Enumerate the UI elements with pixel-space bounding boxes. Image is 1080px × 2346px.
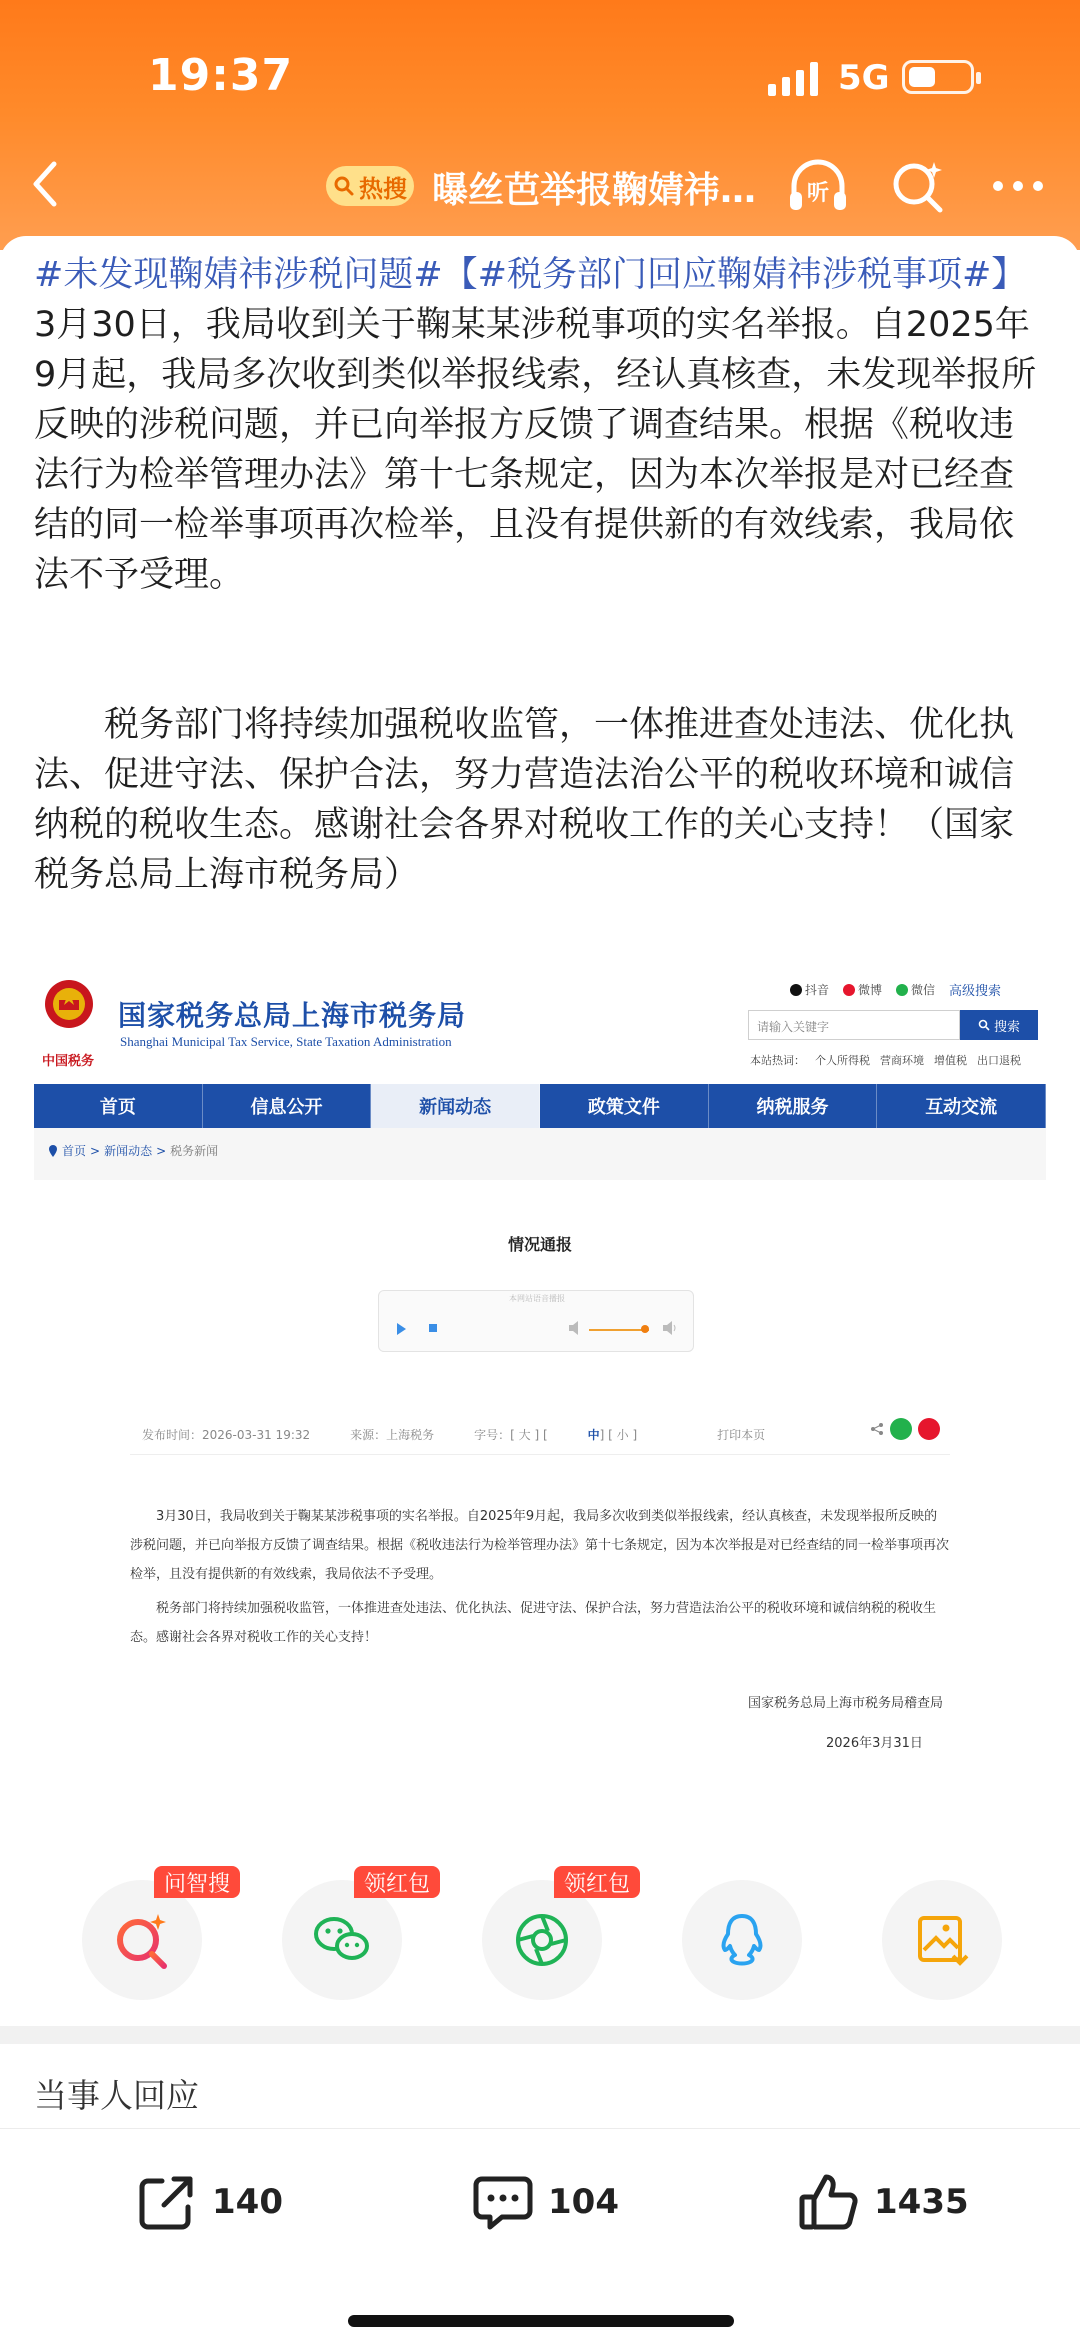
article-date: 2026年3月31日 [826, 1736, 923, 1751]
advanced-search-link[interactable]: 高级搜索 [949, 984, 1002, 999]
hot-words-label: 本站热词： [750, 1054, 805, 1067]
hot-badge-label: 热搜 [359, 174, 407, 203]
meta-divider [130, 1454, 950, 1455]
top-nav [0, 150, 1080, 220]
search-icon [978, 1019, 990, 1031]
hot-search-badge[interactable] [326, 166, 414, 206]
social-links [790, 980, 1001, 999]
breadcrumb-news[interactable]: 新闻动态 [104, 1144, 153, 1158]
comment-icon [472, 2171, 534, 2233]
site-header [34, 966, 1046, 1084]
site-subtitle: Shanghai Municipal Tax Service, State Taxation Administration [120, 1034, 452, 1049]
douyin-label: 抖音 [805, 983, 830, 997]
repost-count: 140 [212, 2182, 283, 2222]
more-options-icon[interactable] [990, 176, 1046, 196]
menu-item-news[interactable]: 新闻动态 [371, 1084, 540, 1128]
post-paragraph-2: 税务部门将持续加强税收监管，一体推进查处违法、优化执法、促进守法、保护合法，努力营造法治公平的税收环境和诚信纳税的税收生态。感谢社会各界对税收工作的关心支持！（国家税务总局上海市税务局） [34, 705, 1015, 895]
wechat-icon [312, 1910, 372, 1970]
moments-share-button[interactable] [482, 1880, 602, 2000]
repost-icon [136, 2171, 198, 2233]
signal-icon [768, 62, 820, 96]
font-size-end: ] [ 小 ] [599, 1428, 638, 1442]
article-panel [34, 1180, 1046, 1816]
battery-icon [902, 60, 974, 94]
article-paragraph-2: 税务部门将持续加强税收监管，一体推进查处违法、优化执法、促进守法、保护合法，努力营造法治公平的税收环境和诚信纳税的税收生态。感谢社会各界对税收工作的关心支持！ [130, 1601, 937, 1645]
weibo-label: 微博 [858, 983, 883, 997]
volume-max-icon[interactable] [663, 1321, 677, 1335]
like-button[interactable] [798, 2167, 969, 2237]
site-search-button[interactable] [960, 1010, 1038, 1040]
article-share [870, 1418, 940, 1440]
volume-knob[interactable] [641, 1325, 649, 1333]
wechat-share-icon[interactable] [890, 1418, 912, 1440]
section-title[interactable]: 当事人回应 [34, 2076, 199, 2115]
topic-title[interactable]: 曝丝芭举报鞠婧祎… [432, 170, 757, 211]
site-search-label: 搜索 [993, 1019, 1020, 1035]
menu-item-info[interactable]: 信息公开 [203, 1084, 372, 1128]
font-size-label: 字号：[ 大 ] [ [474, 1428, 548, 1442]
volume-slider[interactable] [589, 1329, 649, 1331]
like-count: 1435 [874, 2182, 969, 2222]
comment-count: 104 [548, 2182, 619, 2222]
post-body [34, 250, 1044, 600]
menu-item-policy[interactable]: 政策文件 [540, 1084, 709, 1128]
play-icon[interactable] [397, 1323, 406, 1335]
repost-button[interactable] [136, 2167, 283, 2237]
wechat-share-button[interactable] [282, 1880, 402, 2000]
hot-words [750, 1052, 1021, 1068]
breadcrumb-home[interactable]: 首页 [62, 1144, 87, 1158]
status-bar [0, 0, 1080, 150]
site-search-input[interactable]: 请输入关键字 [748, 1010, 960, 1040]
location-pin-icon [48, 1145, 58, 1157]
site-menu [34, 1084, 1046, 1128]
comment-button[interactable] [472, 2167, 619, 2237]
article-paragraph-1: 3月30日，我局收到关于鞠某某涉税事项的实名举报。自2025年9月起，我局多次收到类似举报线索，经认真核查，未发现举报所反映的涉税问题，并已向举报方反馈了调查结果。根据《税收违法行为检举管理办法》第十七条规定，因为本次举报是对已经查结的同一检举事项再次检举，且没有提供新的有效线索，我局依法不予受理。 [130, 1509, 950, 1582]
search-sparkle-icon [112, 1910, 172, 1970]
publish-time: 发布时间：2026-03-31 19:32 [142, 1428, 311, 1442]
hot-word-link[interactable]: 营商环境 [880, 1054, 924, 1067]
article-source: 来源：上海税务 [350, 1428, 435, 1442]
wechat-icon [896, 984, 908, 996]
douyin-link[interactable] [790, 981, 829, 998]
share-icon[interactable] [870, 1422, 884, 1436]
ask-search-button[interactable] [82, 1880, 202, 2000]
site-slogan: 中国税务 [42, 1054, 95, 1069]
thumbs-up-icon [798, 2171, 860, 2233]
qq-share-button[interactable] [682, 1880, 802, 2000]
weibo-share-icon[interactable] [918, 1418, 940, 1440]
save-image-icon [912, 1910, 972, 1970]
bottom-bar [0, 2128, 1080, 2346]
douyin-icon [790, 984, 802, 996]
post-paragraph-1: 3月30日，我局收到关于鞠某某涉税事项的实名举报。自2025年9月起，我局多次收到类似举报线索，经认真核查，未发现举报所反映的涉税问题，并已向举报方反馈了调查结果。根据《税收违法行为检举管理办法》第十七条规定，因为本次举报是对已经查结的同一检举事项再次检举，且没有提供新的有效线索，我局依法不予受理。 [34, 305, 1037, 595]
weibo-icon [843, 984, 855, 996]
print-link[interactable]: 打印本页 [717, 1428, 766, 1442]
font-size-mid[interactable]: 中 [587, 1428, 600, 1442]
breadcrumb: 首页 > 新闻动态 > 税务新闻 [48, 1142, 218, 1159]
section-divider [0, 2026, 1080, 2044]
menu-item-home[interactable]: 首页 [34, 1084, 203, 1128]
breadcrumb-current: 税务新闻 [170, 1144, 219, 1158]
weibo-link[interactable] [843, 981, 882, 998]
hashtag-link-2[interactable]: 【#税务部门回应鞠婧祎涉税事项#】 [442, 255, 1027, 295]
wechat-link[interactable] [896, 981, 935, 998]
national-emblem-icon [42, 976, 96, 1032]
ask-ribbon: 问智搜 [154, 1866, 240, 1898]
hot-word-link[interactable]: 增值税 [934, 1054, 967, 1067]
qq-icon [712, 1910, 772, 1970]
home-indicator [348, 2315, 734, 2327]
post-image[interactable] [34, 966, 1046, 1816]
back-arrow-icon[interactable] [26, 156, 66, 212]
listen-label: 听 [806, 181, 830, 206]
article-title: 情况通报 [507, 1235, 572, 1254]
listen-headphones-icon[interactable] [786, 156, 850, 216]
search-icon [333, 175, 355, 197]
article-signature: 国家税务总局上海市税务局稽查局 [748, 1696, 944, 1711]
font-size-control[interactable] [474, 1426, 677, 1443]
menu-item-service[interactable]: 纳税服务 [709, 1084, 878, 1128]
volume-icon[interactable] [569, 1321, 581, 1335]
hot-word-link[interactable]: 出口退税 [977, 1054, 1021, 1067]
menu-item-interact[interactable]: 互动交流 [877, 1084, 1046, 1128]
site-title: 国家税务总局上海市税务局 [118, 999, 467, 1032]
search-sparkle-icon[interactable] [890, 158, 946, 214]
audio-player[interactable] [378, 1290, 694, 1352]
hot-word-link[interactable]: 个人所得税 [815, 1054, 870, 1067]
hashtag-link[interactable]: #未发现鞠婧祎涉税问题# [34, 255, 443, 295]
moments-icon [512, 1910, 572, 1970]
share-actions [0, 1866, 1080, 2006]
stop-icon[interactable] [429, 1324, 437, 1332]
red-packet-ribbon-2: 领红包 [554, 1866, 640, 1898]
player-caption: 本网站语音播报 [509, 1294, 565, 1303]
red-packet-ribbon: 领红包 [354, 1866, 440, 1898]
save-image-button[interactable] [882, 1880, 1002, 2000]
wechat-label: 微信 [911, 983, 936, 997]
network-type: 5G [838, 58, 890, 98]
status-time: 19:37 [148, 50, 294, 101]
